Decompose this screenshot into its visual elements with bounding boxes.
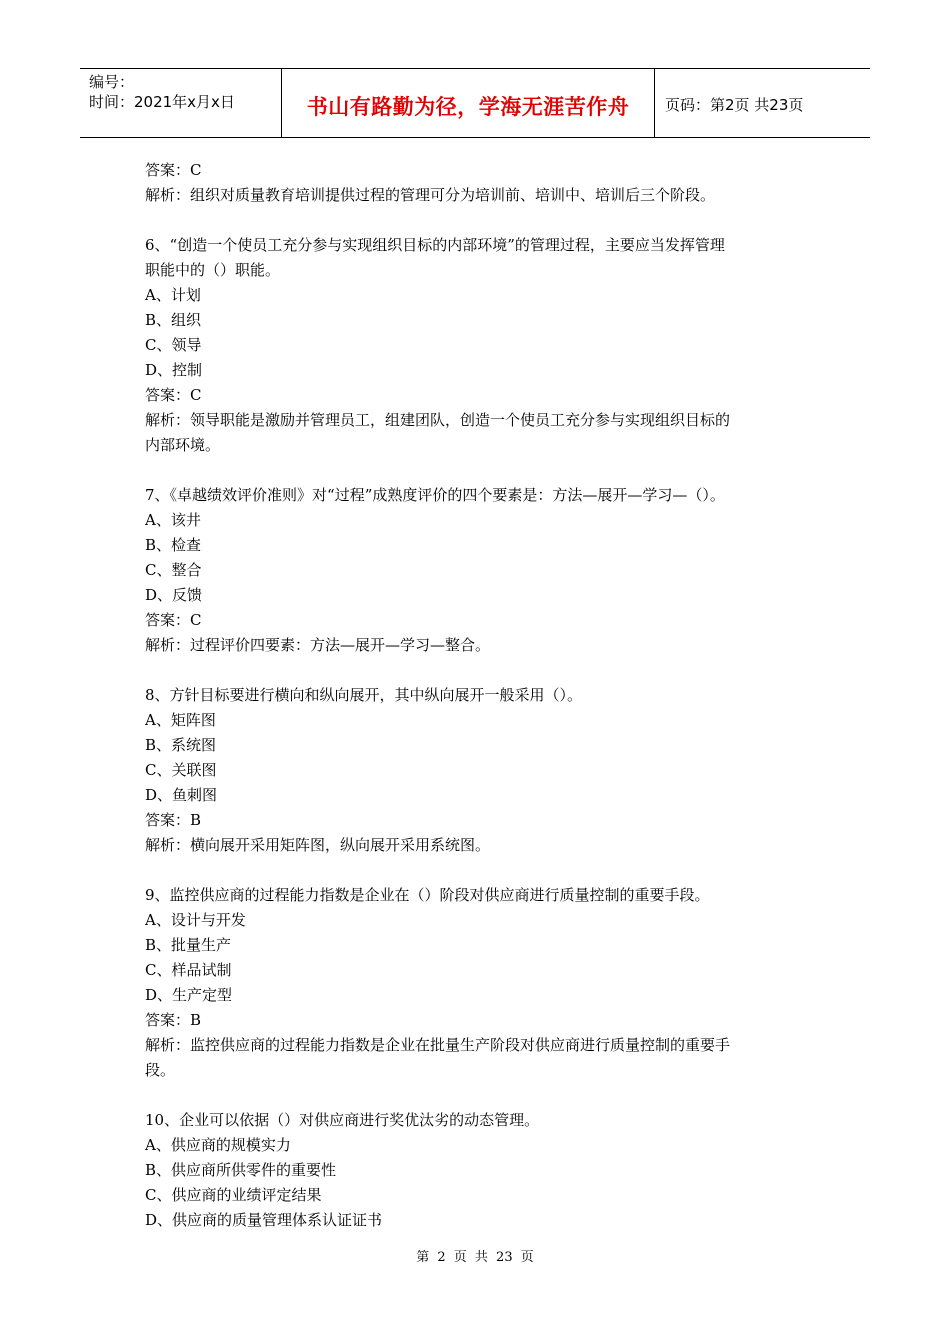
option-d: D、供应商的质量管理体系认证证书 [145, 1211, 383, 1229]
option-b: B、组织 [145, 311, 202, 329]
analysis-line: 段。 [145, 1061, 176, 1079]
option-c: C、供应商的业绩评定结果 [145, 1186, 322, 1204]
question-block [145, 483, 825, 658]
question-block [145, 883, 825, 1083]
analysis-line: 解析：横向展开采用矩阵图，纵向展开采用系统图。 [145, 836, 491, 854]
analysis-line: 解析：领导职能是激励并管理员工，组建团队，创造一个使员工充分参与实现组织目标的 [145, 411, 731, 429]
option-c: C、关联图 [145, 761, 217, 779]
question-block [145, 1108, 825, 1233]
question-stem: 10、企业可以依据（）对供应商进行奖优汰劣的动态管理。 [145, 1111, 540, 1129]
question-stem: 6、“创造一个使员工充分参与实现组织目标的内部环境”的管理过程，主要应当发挥管理 [145, 236, 725, 254]
option-a: A、供应商的规模实力 [145, 1136, 291, 1154]
header-motto-cell [282, 69, 655, 137]
analysis-line: 解析：组织对质量教育培训提供过程的管理可分为培训前、培训中、培训后三个阶段。 [145, 186, 716, 204]
page-header [80, 68, 870, 138]
header-left-cell [80, 69, 282, 137]
option-b: B、系统图 [145, 736, 217, 754]
question-block [145, 233, 825, 458]
option-b: B、供应商所供零件的重要性 [145, 1161, 337, 1179]
option-c: C、整合 [145, 561, 202, 579]
option-a: A、该井 [145, 511, 201, 529]
document-body [145, 158, 825, 1233]
analysis-line: 解析：过程评价四要素：方法—展开—学习—整合。 [145, 636, 491, 654]
question-block [145, 683, 825, 858]
analysis-line: 解析：监控供应商的过程能力指数是企业在批量生产阶段对供应商进行质量控制的重要手 [145, 1036, 731, 1054]
page-footer: 第 2 页 共 23 页 [416, 1250, 534, 1265]
option-a: A、矩阵图 [145, 711, 216, 729]
option-a: A、计划 [145, 286, 201, 304]
answer-line: 答案：C [145, 161, 202, 179]
question-stem: 7、《卓越绩效评价准则》对“过程”成熟度评价的四个要素是：方法—展开—学习—（）。 [145, 486, 725, 504]
analysis-line: 内部环境。 [145, 436, 221, 454]
document-number-label: 编号： [89, 73, 135, 91]
option-d: D、鱼刺图 [145, 786, 218, 804]
option-d: D、控制 [145, 361, 203, 379]
document-date: 时间：2021年x月x日 [89, 93, 235, 111]
option-b: B、批量生产 [145, 936, 232, 954]
question-stem: 职能中的（）职能。 [145, 261, 281, 279]
header-motto: 书山有路勤为径，学海无涯苦作舟 [306, 95, 630, 119]
header-page-info: 页码：第2页 共23页 [665, 96, 804, 114]
option-c: C、领导 [145, 336, 202, 354]
option-d: D、反馈 [145, 586, 203, 604]
option-d: D、生产定型 [145, 986, 233, 1004]
answer-line: 答案：C [145, 611, 202, 629]
header-right-cell [655, 69, 870, 137]
answer-line: 答案：B [145, 1011, 202, 1029]
answer-line: 答案：C [145, 386, 202, 404]
question-stem: 9、监控供应商的过程能力指数是企业在（）阶段对供应商进行质量控制的重要手段。 [145, 886, 710, 904]
option-b: B、检查 [145, 536, 202, 554]
option-a: A、设计与开发 [145, 911, 246, 929]
question-stem: 8、方针目标要进行横向和纵向展开，其中纵向展开一般采用（）。 [145, 686, 583, 704]
answer-line: 答案：B [145, 811, 202, 829]
option-c: C、样品试制 [145, 961, 232, 979]
